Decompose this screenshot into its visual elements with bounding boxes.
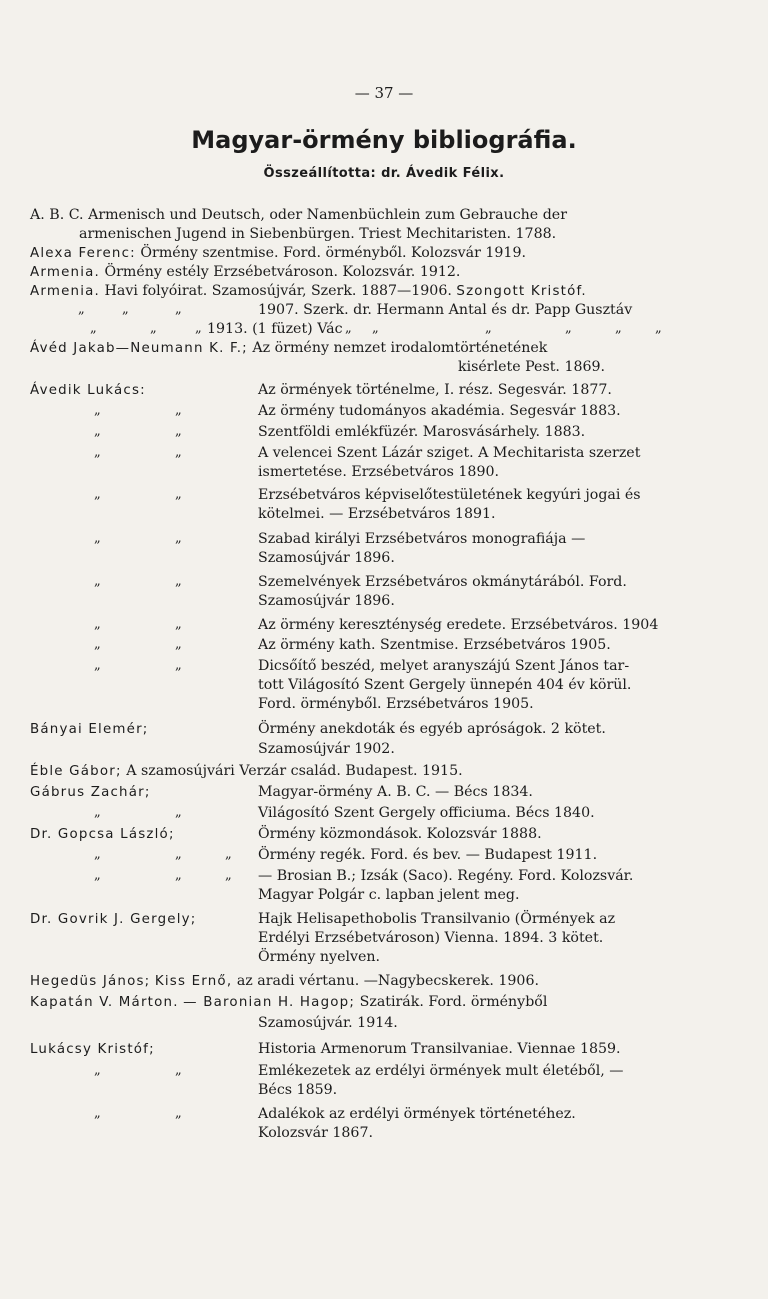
entry-line: Az örmény kath. Szentmise. Erzsébetváros 1905.: [258, 637, 611, 653]
ditto-mark: „: [94, 847, 101, 862]
ditto-mark: „: [175, 403, 182, 418]
ditto-mark: „: [175, 658, 182, 673]
entry-line: Szamosújvár 1896.: [258, 593, 395, 609]
entry-line: tott Világosító Szent Gergely ünnepén 404 év körül.: [258, 677, 632, 693]
entry-line: Szamosújvár. 1914.: [258, 1015, 398, 1031]
ditto-mark: „: [225, 847, 232, 862]
ditto-mark: „: [94, 1106, 101, 1121]
ditto-mark: „: [94, 868, 101, 883]
ditto-mark: „: [122, 302, 129, 317]
entry-line: Ford. örményből. Erzsébetváros 1905.: [258, 696, 534, 712]
author-name: Ávedik Lukács:: [30, 383, 146, 398]
ditto-mark: „: [94, 658, 101, 673]
author-name: Lukácsy Kristóf;: [30, 1042, 155, 1057]
entry-line: Magyar Polgár c. lapban jelent meg.: [258, 887, 520, 903]
entry-line: Adalékok az erdélyi örmények történetéhez.: [258, 1106, 576, 1122]
page-title: Magyar-örmény bibliográfia.: [191, 126, 577, 154]
entry-line: [30, 1040, 155, 1059]
ditto-mark: „: [175, 574, 182, 589]
entry-line: [30, 993, 547, 1012]
ditto-mark: „: [175, 302, 182, 317]
ditto-mark: „: [94, 487, 101, 502]
entry-line: 1907. Szerk. dr. Hermann Antal és dr. Papp Gusztáv: [258, 302, 633, 318]
entry-line: A velencei Szent Lázár sziget. A Mechitarista szerzet: [258, 445, 641, 461]
entry-line: ismertetése. Erzsébetváros 1890.: [258, 464, 500, 480]
entry-line: Emlékezetek az erdélyi örmények mult életéből, —: [258, 1063, 624, 1079]
ditto-mark: „: [225, 868, 232, 883]
entry-line: Az örmény tudományos akadémia. Segesvár 1883.: [258, 403, 621, 419]
ditto-mark: „: [94, 445, 101, 460]
entry-line: Erdélyi Erzsébetvároson) Vienna. 1894. 3 kötet.: [258, 930, 604, 946]
ditto-mark: „: [90, 321, 97, 336]
ditto-mark: „: [175, 445, 182, 460]
entry-line: Világosító Szent Gergely officiuma. Bécs 1840.: [258, 805, 595, 821]
entry-line: Örmény anekdoták és egyéb apróságok. 2 kötet.: [258, 721, 606, 737]
ditto-mark: „: [94, 403, 101, 418]
entry-line: Szamosújvár 1902.: [258, 741, 395, 757]
entry-line: kisérlete Pest. 1869.: [458, 359, 606, 375]
entry-line: [30, 972, 539, 991]
entry-line: [30, 339, 547, 358]
entry-text: Havi folyóirat. Szamosújvár, Szerk. 1887—1906.: [104, 283, 452, 299]
ditto-mark: „: [345, 321, 352, 336]
entry-text: Szatirák. Ford. örményből: [359, 994, 548, 1010]
ditto-mark: „: [175, 487, 182, 502]
entry-line: Magyar-örmény A. B. C. — Bécs 1834.: [258, 784, 533, 800]
entry-line: A. B. C. Armenisch und Deutsch, oder Namenbüchlein zum Gebrauche der: [30, 207, 567, 223]
entry-line: [30, 381, 146, 400]
ditto-mark: „: [94, 1063, 101, 1078]
entry-text: Örmény estély Erzsébetvároson. Kolozsvár. 1912.: [104, 264, 461, 280]
entry-line: Örmény nyelven.: [258, 949, 381, 965]
entry-line: Örmény regék. Ford. és bev. — Budapest 1911.: [258, 847, 598, 863]
entry-line: [30, 762, 463, 781]
entry-line: kötelmei. — Erzsébetváros 1891.: [258, 506, 496, 522]
author-name: Hegedüs János;: [30, 974, 151, 989]
ditto-mark: „: [372, 321, 379, 336]
ditto-mark: „: [195, 321, 202, 336]
entry-line: Az örmény kereszténység eredete. Erzsébetváros. 1904: [258, 617, 659, 633]
entry-line: Kolozsvár 1867.: [258, 1125, 373, 1141]
author-name: Alexa Ferenc:: [30, 246, 136, 261]
ditto-mark: „: [615, 321, 622, 336]
entry-line: Bécs 1859.: [258, 1082, 338, 1098]
entry-line: — Brosian B.; Izsák (Saco). Regény. Ford. Kolozsvár.: [258, 868, 634, 884]
entry-line: [30, 825, 175, 844]
entry-line: Az örmények történelme, I. rész. Segesvár. 1877.: [258, 382, 612, 398]
ditto-mark: „: [565, 321, 572, 336]
ditto-mark: „: [175, 847, 182, 862]
entry-line: [30, 720, 149, 739]
author-name: Gábrus Zachár;: [30, 785, 151, 800]
ditto-mark: „: [150, 321, 157, 336]
author-name: Éble Gábor;: [30, 764, 122, 779]
entry-line: [30, 244, 526, 263]
author-name: Dr. Gopcsa László;: [30, 827, 175, 842]
entry-line: Örmény közmondások. Kolozsvár 1888.: [258, 826, 542, 842]
page-subtitle: Összeállította: dr. Ávedik Félix.: [263, 166, 505, 181]
ditto-mark: „: [94, 637, 101, 652]
entry-line: Szamosújvár 1896.: [258, 550, 395, 566]
ditto-mark: „: [485, 321, 492, 336]
entry-text: Örmény szentmise. Ford. örményből. Kolozsvár 1919.: [140, 245, 526, 261]
entry-line: Szentföldi emlékfüzér. Marosvásárhely. 1883.: [258, 424, 586, 440]
ditto-mark: „: [78, 302, 85, 317]
page-number: — 37 —: [354, 84, 414, 102]
entry-line: [30, 263, 460, 282]
author-name: Dr. Govrik J. Gergely;: [30, 912, 197, 927]
entry-line: Szabad királyi Erzsébetváros monografiája —: [258, 531, 586, 547]
ditto-mark: „: [94, 424, 101, 439]
entry-line: [30, 910, 196, 929]
ditto-mark: „: [175, 531, 182, 546]
entry-text: Az örmény nemzet irodalomtörténetének: [252, 340, 548, 356]
ditto-mark: „: [175, 1063, 182, 1078]
entry-line: [30, 783, 151, 802]
ditto-mark: „: [175, 637, 182, 652]
ditto-mark: „: [94, 805, 101, 820]
author-name: Bányai Elemér;: [30, 722, 149, 737]
author-name: Kapatán V. Márton.: [30, 995, 179, 1010]
ditto-mark: „: [175, 424, 182, 439]
ditto-mark: „: [175, 1106, 182, 1121]
ditto-mark: „: [175, 868, 182, 883]
author-name: — Baronian H. Hagop;: [183, 995, 356, 1010]
author-name: Kiss Ernő,: [154, 974, 233, 989]
ditto-mark: „: [175, 617, 182, 632]
entry-line: Szemelvények Erzsébetváros okmánytárából. Ford.: [258, 574, 627, 590]
author-name: Szongott Kristóf.: [456, 284, 587, 299]
entry-line: Hajk Helisapethobolis Transilvanio (Örmények az: [258, 911, 616, 927]
ditto-mark: „: [94, 617, 101, 632]
entry-line: armenischen Jugend in Siebenbürgen. Triest Mechitaristen. 1788.: [79, 226, 557, 242]
author-name: Armenia.: [30, 265, 100, 280]
entry-line: Historia Armenorum Transilvaniae. Viennae 1859.: [258, 1041, 621, 1057]
entry-text: az aradi vértanu. —Nagybecskerek. 1906.: [236, 973, 539, 989]
entry-line: Erzsébetváros képviselőtestületének kegyúri jogai és: [258, 487, 641, 503]
entry-line: [30, 282, 587, 301]
entry-text: A szamosújvári Verzár család. Budapest. 1915.: [126, 763, 463, 779]
entry-line: 1913. (1 füzet) Vác: [207, 321, 343, 337]
ditto-mark: „: [94, 531, 101, 546]
entry-line: Dicsőítő beszéd, melyet aranyszájú Szent János tar-: [258, 658, 630, 674]
ditto-mark: „: [175, 805, 182, 820]
author-name: Ávéd Jakab—Neumann K. F.;: [30, 341, 248, 356]
author-name: Armenia.: [30, 284, 100, 299]
ditto-mark: „: [94, 574, 101, 589]
ditto-mark: „: [655, 321, 662, 336]
